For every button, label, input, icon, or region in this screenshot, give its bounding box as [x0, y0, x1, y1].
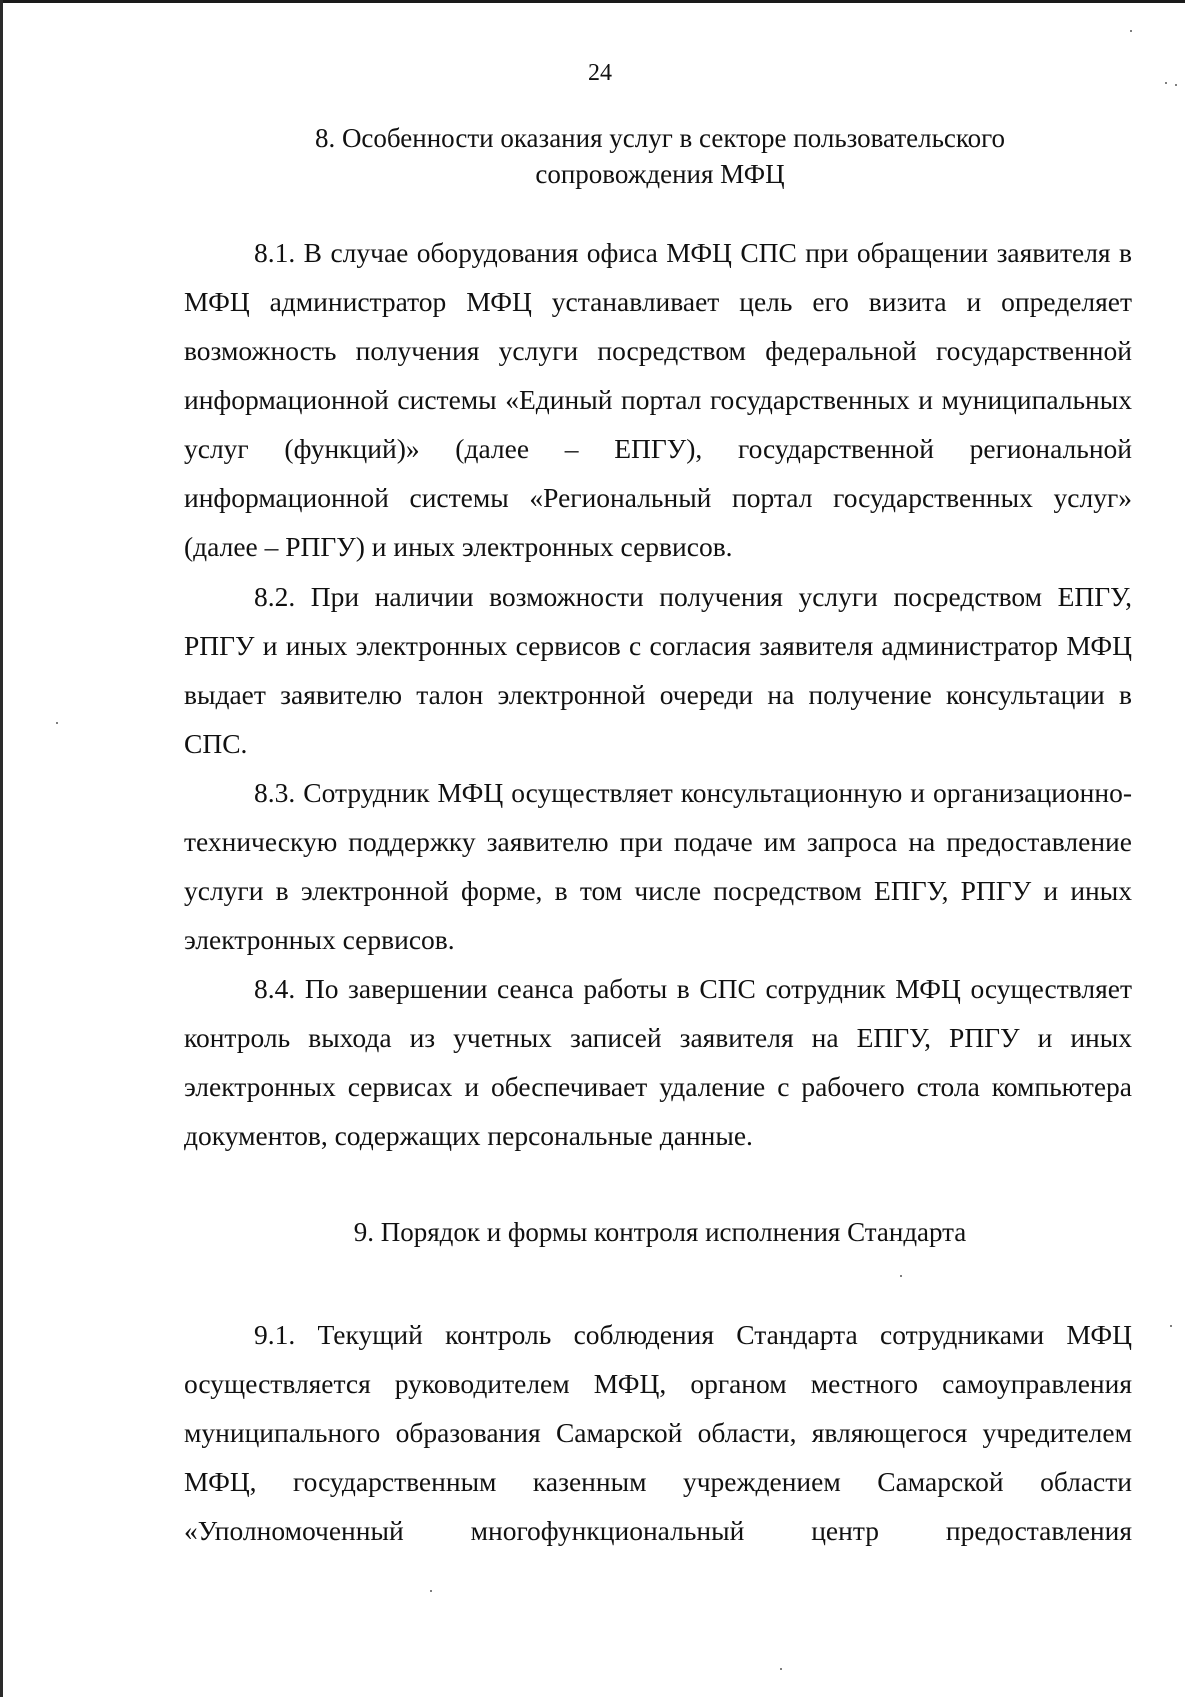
scan-speck — [900, 1275, 902, 1277]
paragraph-8-1 — [184, 228, 1132, 571]
scan-speck — [430, 1590, 432, 1592]
paragraph-9-1-text: 9.1. Текущий контроль соблюдения Стандарта сотрудниками МФЦ осуществляется руководителем МФЦ, органом местного самоуправления муниципального образования Самарской области, являющегося учредителем МФЦ, государственным казенным учреждением Самарской области «Уполномоченный многофункциональный центр предоставления — [184, 1319, 1132, 1546]
paragraph-8-2-text: 8.2. При наличии возможности получения услуги посредством ЕПГУ, РПГУ и иных электронных сервисов с согласия заявителя администратор МФЦ выдает заявителю талон электронной очереди на получение консультации в СПС. — [184, 581, 1132, 759]
paragraph-8-4 — [184, 964, 1132, 1160]
paragraph-8-3 — [184, 768, 1132, 964]
scan-speck — [56, 722, 58, 724]
paragraph-8-4-text: 8.4. По завершении сеанса работы в СПС сотрудник МФЦ осуществляет контроль выхода из учетных записей заявителя на ЕПГУ, РПГУ и иных электронных сервисах и обеспечивает удаление с рабочего стола компьютера документов, содержащих персональные данные. — [184, 973, 1132, 1151]
page-number: 24 — [588, 60, 612, 86]
paragraph-8-2 — [184, 572, 1132, 768]
scan-top-border — [0, 0, 1185, 3]
paragraph-8-1-text: 8.1. В случае оборудования офиса МФЦ СПС при обращении заявителя в МФЦ администратор МФЦ устанавливает цель его визита и определяет возможность получения услуги посредством федеральной государственной информационной системы «Единый портал государственных и муниципальных услуг (функций)» (далее – ЕПГУ), государственной региональной информационной системы «Региональный портал государственных услуг» (далее – РПГУ) и иных электронных сервисов. — [184, 237, 1132, 562]
section-8-heading: 8. Особенности оказания услуг в секторе пользовательского сопровождения МФЦ — [314, 123, 1006, 189]
scan-left-border — [0, 0, 3, 1697]
section-9-heading: 9. Порядок и формы контроля исполнения Стандарта — [353, 1217, 967, 1247]
paragraph-8-3-text: 8.3. Сотрудник МФЦ осуществляет консультационную и организационно-техническую поддержку заявителю при подаче им запроса на предоставление услуги в электронной форме, в том числе посредством ЕПГУ, РПГУ и иных электронных сервисов. — [184, 777, 1132, 955]
paragraph-9-1 — [184, 1310, 1132, 1555]
scan-speck — [1170, 1325, 1172, 1327]
scan-speck — [780, 1668, 782, 1670]
scan-speck — [1165, 82, 1167, 84]
scan-speck — [1175, 84, 1177, 86]
scan-speck — [1130, 30, 1132, 32]
